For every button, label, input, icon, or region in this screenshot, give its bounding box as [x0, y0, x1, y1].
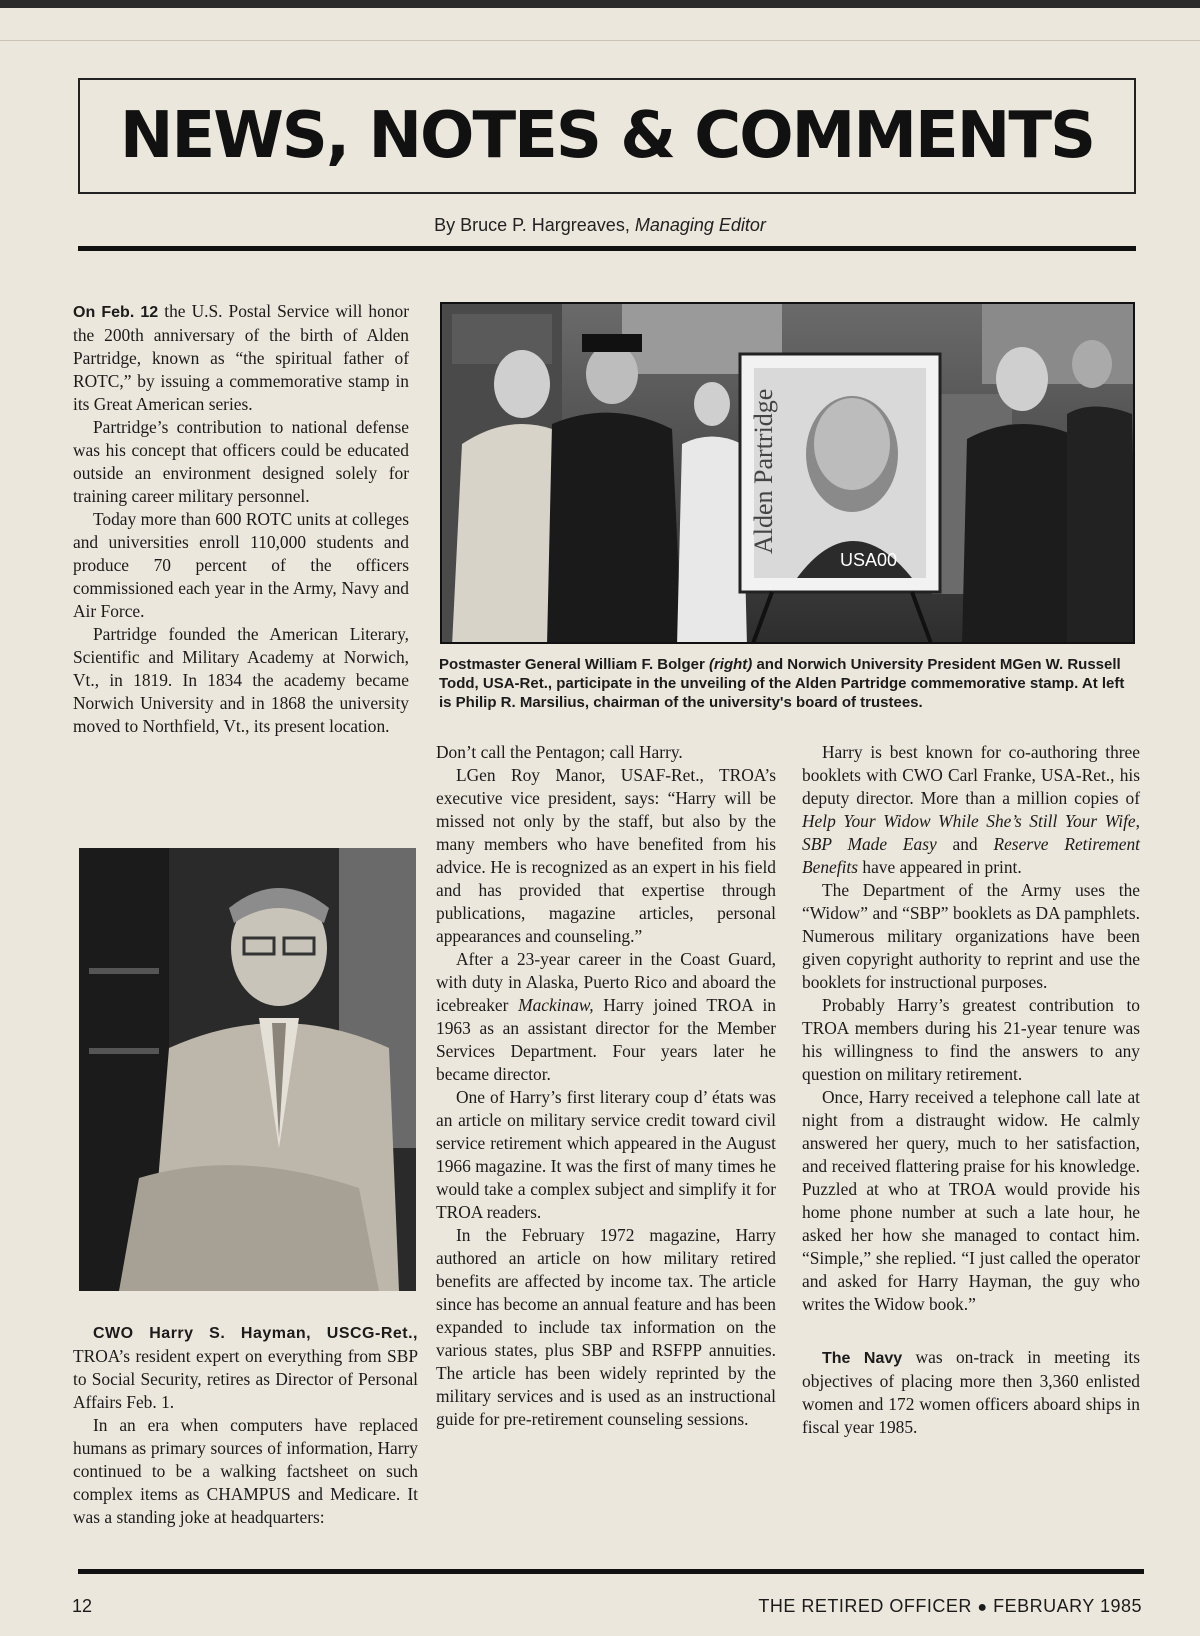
paragraph: Today more than 600 ROTC units at colleges and universities enroll 110,000 students and produce 70 percent of the officers commissioned each year in the Army, Navy and Air Force. [73, 509, 409, 621]
lead-in: On Feb. 12 [73, 304, 159, 321]
byline-author: By Bruce P. Hargreaves, [434, 215, 635, 235]
hayman-portrait-photo [79, 848, 416, 1291]
photo-caption: Postmaster General William F. Bolger (right) and Norwich University President MGen W. Russell Todd, USA-Ret., participate in the unveiling of the Alden Partridge commemorative stamp. At left is Philip R. Marsilius, chairman of the university's board of trustees. [439, 656, 1125, 711]
book-title: Help Your Widow While She’s Still Your Wife [802, 811, 1136, 831]
bullet-icon: ● [977, 1599, 988, 1616]
column-1-bottom [73, 1321, 418, 1529]
paragraph: In an era when computers have replaced humans as primary sources of information, Harry continued to be a walking factsheet on such complex items as CHAMPUS and Medicare. It was a standing joke at headquarters: [73, 1415, 418, 1527]
paragraph: One of Harry’s first literary coup d’ états was an article on military service credit toward civil service retirement which appeared in the August 1966 magazine. It was the first of many times he would take a complex subject and simplify it for TROA readers. [436, 1087, 776, 1222]
ship-name: Mackinaw, [518, 995, 594, 1015]
publication-name: THE RETIRED OFFICER [758, 1596, 972, 1616]
stamp-denomination: USA00 [840, 550, 898, 570]
paragraph: Partridge founded the American Literary, Scientific and Military Academy at Norwich, Vt., in 1819. In 1834 the academy became Norwich University and in 1868 the university moved to Northfield, Vt., its present location. [73, 624, 409, 736]
navy-lead-in: The Navy [822, 1350, 903, 1367]
column-1-top [73, 300, 409, 738]
paragraph: Probably Harry’s greatest contribution to TROA members during his 21-year tenure was his willingness to find the answers to any question on military retirement. [802, 995, 1140, 1084]
column-2 [436, 741, 776, 1431]
stamp-name: Alden Partridge [749, 388, 778, 554]
paragraph: Don’t call the Pentagon; call Harry. [436, 742, 683, 762]
hayman-lead-in: CWO Harry S. Hayman, USCG-Ret., [93, 1325, 418, 1342]
stamp-unveiling-photo [440, 302, 1135, 644]
paragraph: The Navy was on-track in meeting its objectives of placing more then 3,360 enlisted women and 172 women officers aboard ships in fiscal year 1985. [802, 1347, 1141, 1437]
portrait-illustration [79, 848, 416, 1291]
footer-rule [78, 1569, 1144, 1574]
page-number: 12 [72, 1596, 93, 1616]
paragraph: After a 23-year career in the Coast Guard, with duty in Alaska, Puerto Rico and aboard the icebreaker Mackinaw, Harry joined TROA in 1963 as an assistant director for the Member Services Department. Four years later he became director. [436, 949, 776, 1084]
byline-role: Managing Editor [634, 215, 766, 235]
photo-illustration [442, 304, 1135, 644]
paragraph: Partridge’s contribution to national defense was his concept that officers could be educated outside an environment designed solely for training career military personnel. [73, 417, 409, 506]
paragraph: The Department of the Army uses the “Widow” and “SBP” booklets as DA pamphlets. Numerous military organizations have been given copyright authority to reprint and use the booklets for instructional purposes. [802, 880, 1140, 992]
spacer [802, 1316, 1140, 1346]
book-title: Reserve Retirement Benefits [802, 834, 1140, 877]
paragraph: On Feb. 12 the U.S. Postal Service will honor the 200th anniversary of the birth of Alden Partridge, known as “the spiritual father of ROTC,” by issuing a commemorative stamp in its Great American series. [73, 301, 409, 414]
paragraph: In the February 1972 magazine, Harry authored an article on how military retired benefits are affected by income tax. The article since has become an annual feature and has been expanded to include tax information on the various states, plus SBP and RSFPP annuities. The article has been widely reprinted by the military services and is used as an instructional guide for pre-retirement counseling sessions. [436, 1225, 776, 1429]
paragraph: Once, Harry received a telephone call late at night from a distraught widow. He calmly answered her query, much to her satisfaction, and received flattering praise for his knowledge. Puzzled at who at TROA would provide his home phone number at such a late hour, he asked her how she managed to contact him. “Simple,” she replied. “I just called the operator and asked for Harry Hayman, the guy who writes the Widow book.” [802, 1087, 1140, 1314]
masthead-box [78, 78, 1136, 194]
header-rule [78, 246, 1136, 251]
paragraph: LGen Roy Manor, USAF-Ret., TROA’s executive vice president, says: “Harry will be missed not only by the staff, but also by the many members who have benefited from his advice. He is recognized as an expert in his field and has provided that expertise through publications, magazine articles, personal appearances and counseling.” [436, 765, 776, 946]
book-title: SBP Made Easy [802, 834, 937, 854]
running-footer [758, 1596, 1142, 1617]
paragraph: CWO Harry S. Hayman, USCG-Ret., TROA’s resident expert on everything from SBP to Social Security, retires as Director of Personal Affairs Feb. 1. [73, 1325, 418, 1412]
top-hairline [0, 40, 1200, 41]
issue-date: FEBRUARY 1985 [993, 1596, 1142, 1616]
top-border [0, 0, 1200, 8]
byline [0, 215, 1200, 236]
column-3 [802, 741, 1140, 1439]
page-title: NEWS, NOTES & COMMENTS [119, 99, 1095, 173]
paragraph: Harry is best known for co-authoring three booklets with CWO Carl Franke, USA-Ret., his deputy director. More than a million copies of Help Your Widow While She’s Still Your Wife, SBP Made Easy and Reserve Retirement Benefits have appeared in print. [802, 742, 1140, 877]
